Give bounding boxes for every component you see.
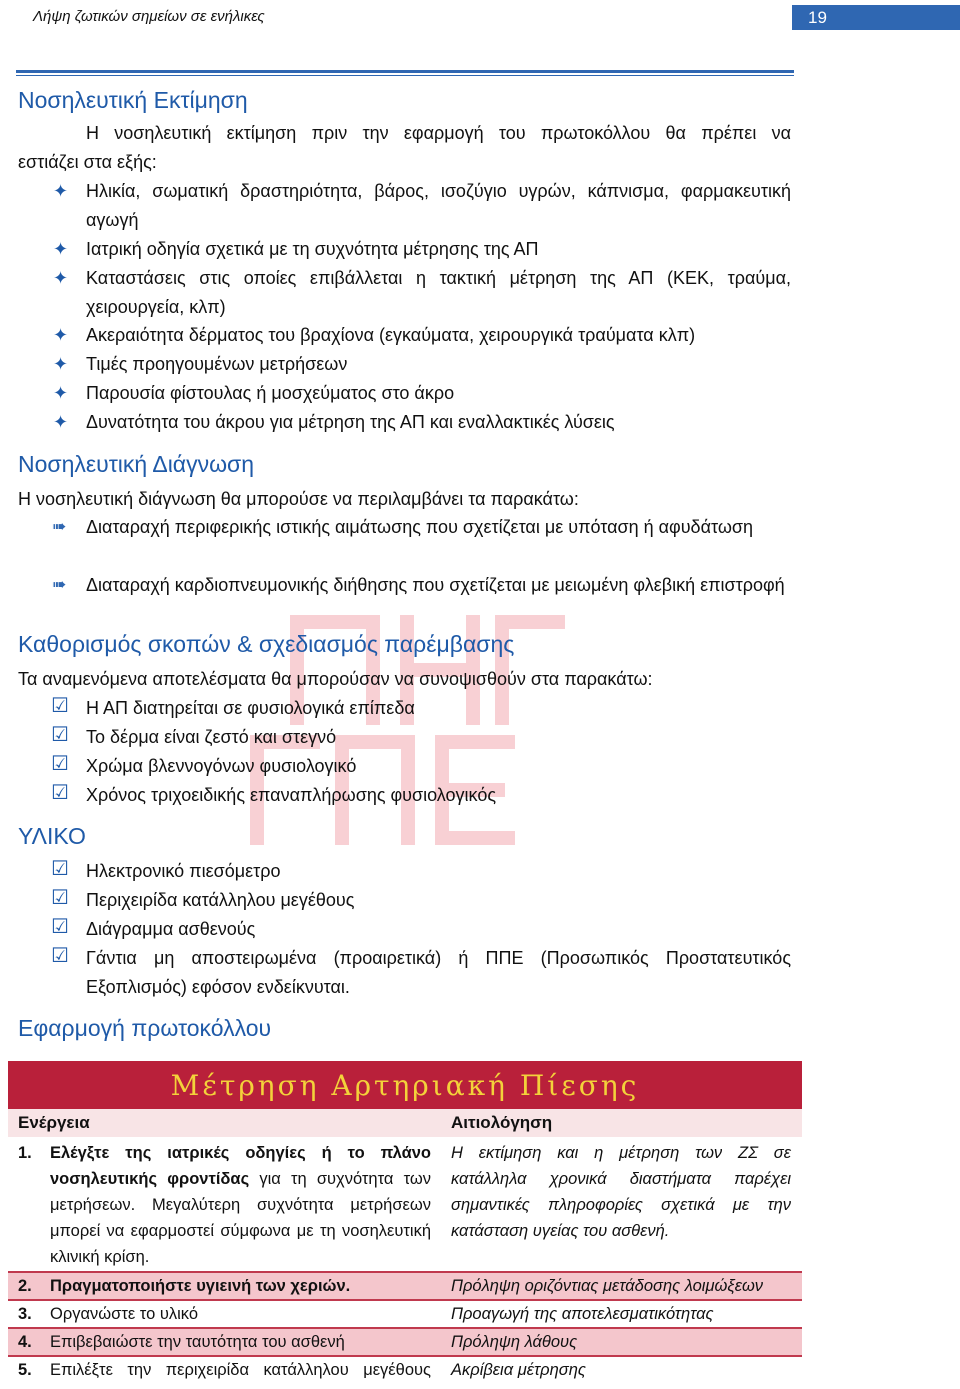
- diagnosis-heading: Νοσηλευτική Διάγνωση: [18, 451, 255, 477]
- goal-item: Χρώμα βλεννογόνων φυσιολογικό: [86, 756, 357, 776]
- running-title: Λήψη ζωτικών σημείων σε ενήλικες: [33, 8, 265, 25]
- table-row: [8, 1273, 802, 1301]
- step-action-text: Οργανώστε το υλικό: [50, 1305, 198, 1323]
- goal-item: Το δέρμα είναι ζεστό και στεγνό: [86, 727, 337, 747]
- star-bullet-icon: ✦: [53, 354, 69, 374]
- step-number: 3.: [18, 1305, 32, 1323]
- materials-heading: ΥΛΙΚΟ: [18, 823, 86, 849]
- step-action-bold: Ελέγξτε της ιατρικές οδηγίες ή το πλάνο νοσηλευτικής φροντίδας: [50, 1144, 431, 1188]
- step-rationale: Προαγωγή της αποτελεσματικότητας: [451, 1305, 714, 1323]
- checkbox-icon: ☑: [51, 782, 69, 804]
- step-action: [50, 1273, 431, 1299]
- header-rule: [16, 70, 794, 73]
- step-action-text: για τη συχνότητα των μετρήσεων. Μεγαλύτερη συχνότητα μετρήσεων μπορεί να εφαρμοστεί σύμφωνα με τη νοσηλευτική κλινική κρίση.: [50, 1170, 432, 1266]
- arrow-bullet-icon: ➠: [52, 517, 67, 536]
- step-action-text: Επιλέξτε την περιχειρίδα κατάλληλου μεγέθους: [50, 1361, 431, 1379]
- step-action: [50, 1140, 431, 1270]
- assessment-item: Παρουσία φίστουλας ή μοσχεύματος στο άκρο: [86, 383, 455, 403]
- step-number: 4.: [18, 1333, 32, 1351]
- diagnosis-item: Διαταραχή περιφερικής ιστικής αιμάτωσης που σχετίζεται με υπόταση ή αφυδάτωση: [86, 517, 754, 537]
- assessment-heading: Νοσηλευτική Εκτίμηση: [18, 87, 248, 113]
- assessment-item: Ηλικία, σωματική δραστηριότητα, βάρος, ισοζύγιο υγρών, κάπνισμα, φαρμακευτική αγωγή: [86, 181, 791, 230]
- step-number: 2.: [18, 1277, 32, 1295]
- step-number: 5.: [18, 1361, 32, 1379]
- goals-intro: Τα αναμενόμενα αποτελέσματα θα μπορούσαν να συνοψισθούν στα παρακάτω:: [18, 669, 653, 689]
- checkbox-icon: ☑: [51, 724, 69, 746]
- star-bullet-icon: ✦: [53, 239, 69, 259]
- goals-heading: Καθορισμός σκοπών & σχεδιασμός παρέμβασης: [18, 631, 515, 657]
- goal-item: Η ΑΠ διατηρείται σε φυσιολογικά επίπεδα: [86, 698, 415, 718]
- step-number: 1.: [18, 1144, 32, 1162]
- step-action: [50, 1329, 431, 1355]
- table-row: [8, 1137, 802, 1273]
- table-title-bar: [8, 1061, 802, 1109]
- checkbox-icon: ☑: [51, 916, 69, 938]
- step-action-text: Επιβεβαιώστε την ταυτότητα του ασθενή: [50, 1333, 345, 1351]
- col-header-action: Ενέργεια: [18, 1113, 90, 1132]
- table-row: [8, 1301, 802, 1329]
- arrow-bullet-icon: ➠: [52, 575, 67, 594]
- step-rationale: Η εκτίμηση και η μέτρηση των ΖΣ σε κατάλληλα χρονικά διαστήματα παρέχει σημαντικές πληροφορίες σχετικά με την κατάσταση υγείας του ασθενή.: [451, 1144, 791, 1240]
- checkbox-icon: ☑: [51, 887, 69, 909]
- goal-item: Χρόνος τριχοειδικής επαναπλήρωσης φυσιολογικός: [86, 785, 497, 805]
- checkbox-icon: ☑: [51, 753, 69, 775]
- step-action-bold: Πραγματοποιήστε υγιεινή των χεριών.: [50, 1277, 351, 1295]
- assessment-item: Τιμές προηγουμένων μετρήσεων: [86, 354, 348, 374]
- step-rationale: Πρόληψη λάθους: [451, 1333, 578, 1351]
- material-item: Διάγραμμα ασθενούς: [86, 919, 256, 939]
- col-header-rationale: Αιτιολόγηση: [451, 1113, 553, 1132]
- header-rule-thin: [16, 75, 794, 76]
- assessment-item: Δυνατότητα του άκρου για μέτρηση της ΑΠ και εναλλακτικές λύσεις: [86, 412, 615, 432]
- assessment-item: Καταστάσεις στις οποίες επιβάλλεται η τακτική μέτρηση της ΑΠ (ΚΕΚ, τραύμα, χειρουργεία, κλπ): [86, 268, 791, 317]
- step-rationale: Ακρίβεια μέτρησης: [451, 1361, 586, 1379]
- step-rationale: Πρόληψη οριζόντιας μετάδοσης λοιμώξεων: [451, 1277, 764, 1295]
- material-item: Ηλεκτρονικό πιεσόμετρο: [86, 861, 281, 881]
- diagnosis-intro: Η νοσηλευτική διάγνωση θα μπορούσε να περιλαμβάνει τα παρακάτω:: [18, 489, 579, 509]
- table-row: [8, 1357, 802, 1385]
- checkbox-icon: ☑: [51, 945, 69, 967]
- star-bullet-icon: ✦: [53, 268, 69, 288]
- checkbox-icon: ☑: [51, 695, 69, 717]
- protocol-heading: Εφαρμογή πρωτοκόλλου: [18, 1015, 272, 1041]
- step-action: [50, 1301, 431, 1327]
- star-bullet-icon: ✦: [53, 325, 69, 345]
- diagnosis-item: Διαταραχή καρδιοπνευμονικής διήθησης που σχετίζεται με μειωμένη φλεβική επιστροφή: [86, 575, 785, 595]
- assessment-intro-line2: εστιάζει στα εξής:: [18, 152, 157, 172]
- table-title: Μέτρηση Αρτηριακή Πίεσης: [170, 1068, 640, 1102]
- assessment-intro-line1: Η νοσηλευτική εκτίμηση πριν την εφαρμογή του πρωτοκόλλου θα πρέπει να: [86, 123, 791, 143]
- table-header-row: [8, 1109, 802, 1137]
- table-row: [8, 1329, 802, 1357]
- step-action: [50, 1357, 431, 1383]
- star-bullet-icon: ✦: [53, 383, 69, 403]
- material-item: Περιχειρίδα κατάλληλου μεγέθους: [86, 890, 355, 910]
- star-bullet-icon: ✦: [53, 181, 69, 201]
- checkbox-icon: ☑: [51, 858, 69, 880]
- page-number: 19: [792, 5, 960, 30]
- material-item: Γάντια μη αποστειρωμένα (προαιρετικά) ή ΠΠΕ (Προσωπικός Προστατευτικός Εξοπλισμός) εφόσον ενδείκνυται.: [86, 948, 791, 997]
- star-bullet-icon: ✦: [53, 412, 69, 432]
- assessment-item: Ιατρική οδηγία σχετικά με τη συχνότητα μέτρησης της ΑΠ: [86, 239, 539, 259]
- assessment-item: Ακεραιότητα δέρματος του βραχίονα (εγκαύματα, χειρουργικά τραύματα κλπ): [86, 325, 696, 345]
